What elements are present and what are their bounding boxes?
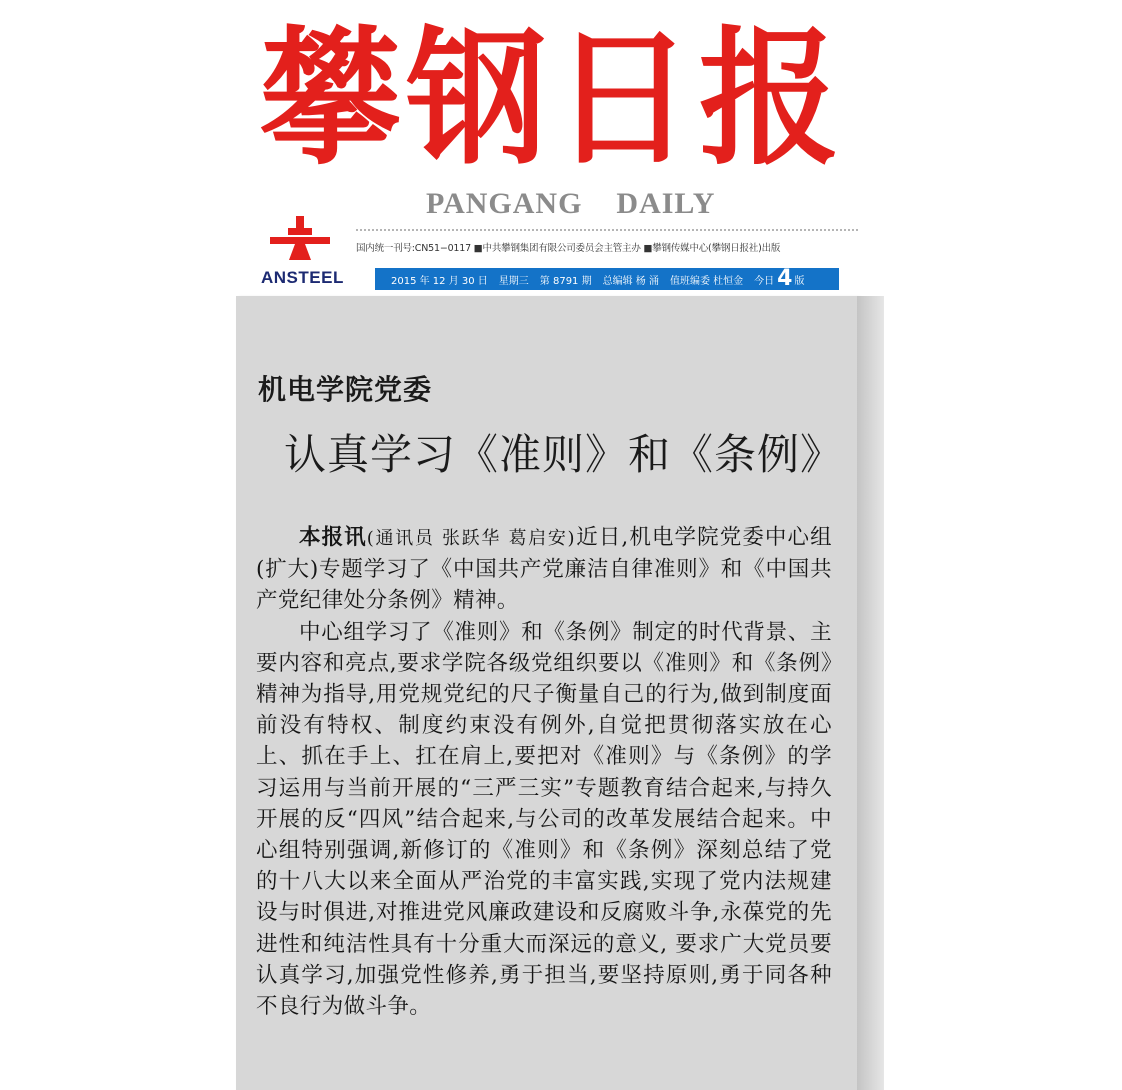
lead-label: 本报讯 bbox=[299, 525, 367, 550]
byline: (通讯员 张跃华 葛启安) bbox=[366, 528, 576, 549]
today-label: 今日 bbox=[754, 275, 775, 287]
article-body bbox=[256, 522, 832, 1022]
chief-editor: 总编辑 杨 涌 bbox=[602, 275, 659, 287]
article-clipping bbox=[236, 296, 857, 1090]
ansteel-logo-icon bbox=[270, 216, 330, 266]
ansteel-logo bbox=[258, 216, 358, 296]
paragraph-1-text: 近日,机电学院党委中心组(扩大)专题学习了《中国共产党廉洁自律准则》和《中国共产党纪律处分条例》精神。 bbox=[256, 525, 832, 614]
dotted-divider bbox=[356, 229, 858, 231]
page-edge-shadow bbox=[857, 296, 884, 1090]
ansteel-logo-text: ANSTEEL bbox=[261, 268, 344, 287]
duty-editor: 值班编委 杜恒金 bbox=[669, 275, 744, 287]
article-paragraph-2: 中心组学习了《准则》和《条例》制定的时代背景、主要内容和亮点,要求学院各级党组织要以《准则》和《条例》精神为指导,用党规党纪的尺子衡量自己的行为,做到制度面前没有特权、制度约束没有例外,自觉把贯彻落实放在心上、抓在手上、扛在肩上,要把对《准则》与《条例》的学习运用与当前开展的“三严三实”专题教育结合起来,与持久开展的反“四风”结合起来,与公司的改革发展结合起来。中心组特别强调,新修订的《准则》和《条例》深刻总结了党的十八大以来全面从严治党的丰富实践,实现了党内法规建设与时俱进,对推进党风廉政建设和反腐败斗争,永葆党的先进性和纯洁性具有十分重大而深远的意义, 要求广大党员要认真学习,加强党性修养,勇于担当,要坚持原则,勇于同各种不良行为做斗争。 bbox=[256, 619, 832, 1020]
newspaper-title-cn: 攀钢日报 bbox=[260, 11, 846, 185]
newspaper-title-en: PANGANG DAILY bbox=[426, 187, 716, 220]
pages-suffix: 版 bbox=[794, 275, 805, 287]
issue-weekday: 星期三 bbox=[498, 275, 529, 287]
issue-number: 第 8791 期 bbox=[539, 275, 592, 287]
article-paragraph-1 bbox=[256, 522, 832, 617]
publication-info: 国内统一刊号:CN51−0117 ■中共攀钢集团有限公司委员会主管主办 ■攀钢传媒中心(攀钢日报社)出版 bbox=[356, 243, 781, 254]
masthead bbox=[258, 0, 862, 296]
issue-date: 2015 年 12 月 30 日 bbox=[391, 275, 488, 287]
today-pages: 4 bbox=[777, 266, 793, 291]
article-headline: 认真学习《准则》和《条例》 bbox=[284, 430, 844, 479]
article-kicker: 机电学院党委 bbox=[258, 373, 433, 406]
issue-bar bbox=[375, 268, 839, 290]
